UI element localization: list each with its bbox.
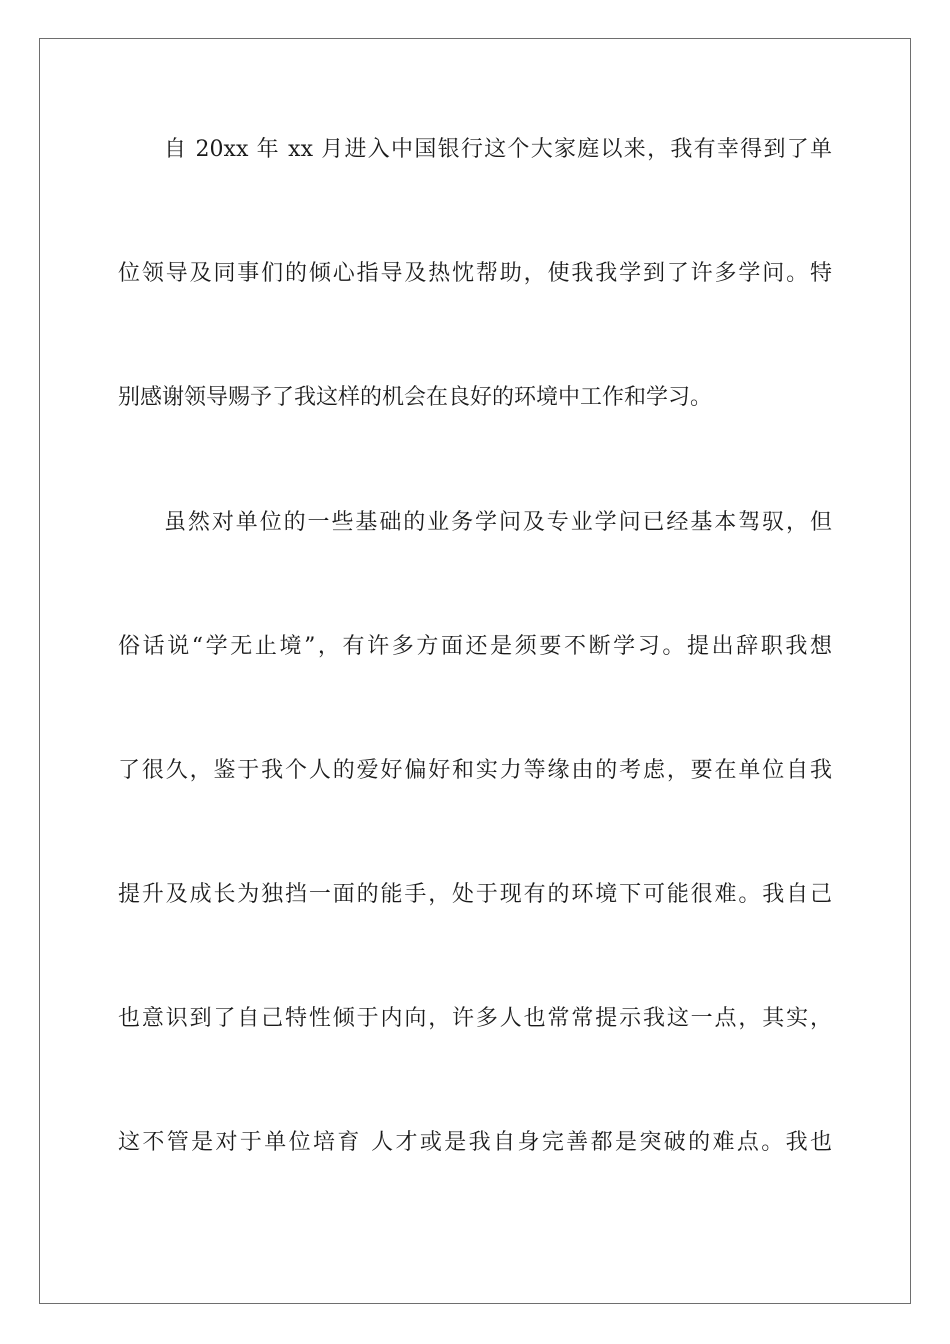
page-border bbox=[39, 38, 911, 1304]
paragraph-2-line-1: 虽然对单位的一些基础的业务学问及专业学问已经基本驾驭，但 bbox=[164, 510, 832, 535]
paragraph-2-line-2: 俗话说“学无止境”，有许多方面还是须要不断学习。提出辞职我想 bbox=[118, 634, 832, 659]
paragraph-2-line-3: 了很久，鉴于我个人的爱好偏好和实力等缘由的考虑，要在单位自我 bbox=[118, 758, 832, 783]
paragraph-2-line-5: 也意识到了自己特性倾于内向，许多人也常常提示我这一点，其实， bbox=[118, 1006, 832, 1031]
paragraph-1-line-1: 自 20xx 年 xx 月进入中国银行这个大家庭以来，我有幸得到了单 bbox=[164, 137, 832, 162]
paragraph-2-line-6: 这不管是对于单位培育 人才或是我自身完善都是突破的难点。我也 bbox=[118, 1130, 832, 1155]
paragraph-2-line-4: 提升及成长为独挡一面的能手，处于现有的环境下可能很难。我自己 bbox=[118, 882, 832, 907]
paragraph-1-line-2: 位领导及同事们的倾心指导及热忱帮助，使我我学到了许多学问。特 bbox=[118, 261, 832, 286]
paragraph-1-line-3: 别感谢领导赐予了我这样的机会在良好的环境中工作和学习。 bbox=[118, 385, 713, 410]
